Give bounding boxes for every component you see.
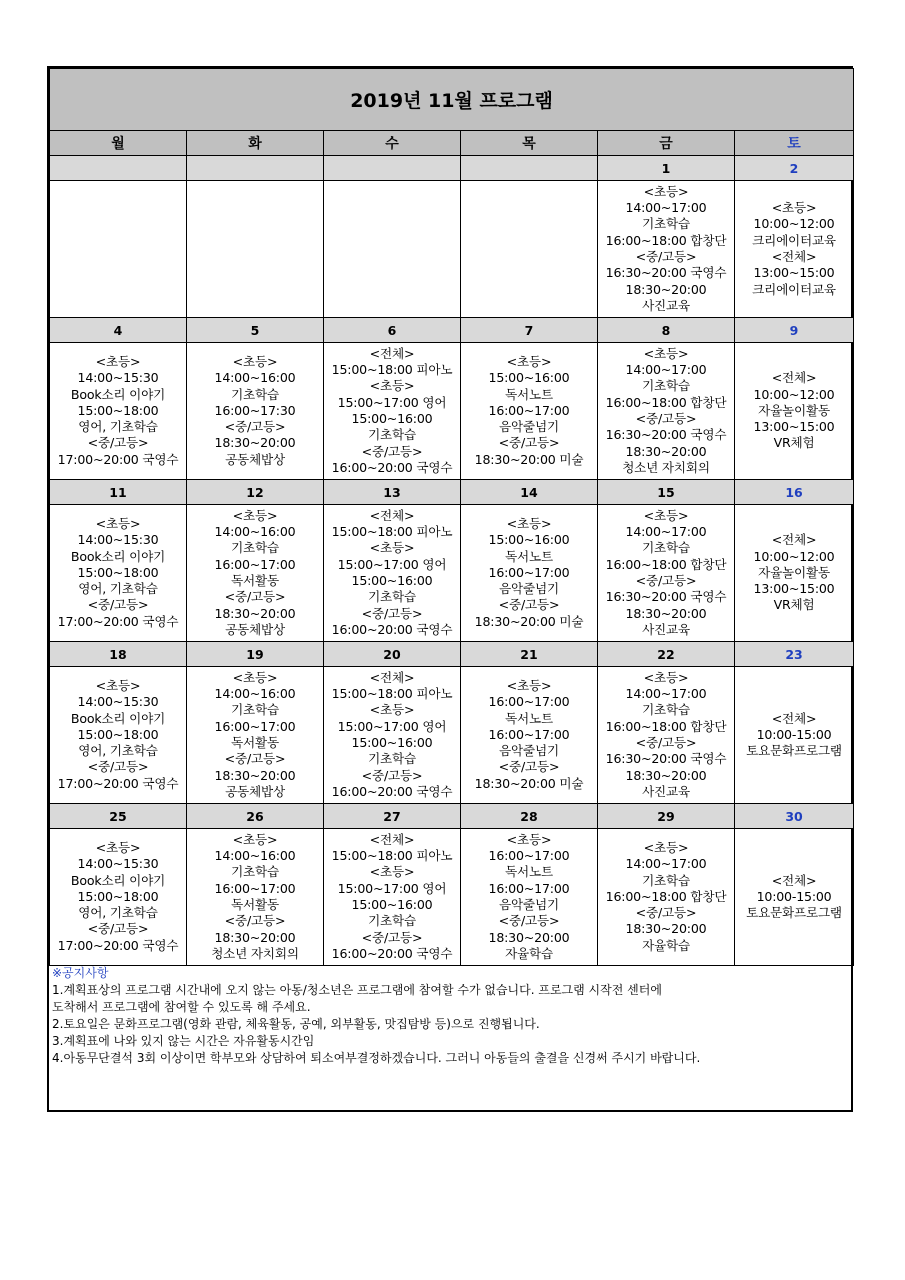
schedule-line: 자율학습 <box>505 945 553 961</box>
schedule-line: 17:00~20:00 국영수 <box>57 937 179 953</box>
schedule-line: 기초학습 <box>231 864 279 880</box>
schedule-line: <중/고등> <box>87 435 149 451</box>
schedule-cell <box>735 343 854 480</box>
date-number: 15 <box>598 480 735 505</box>
schedule-line: 16:00~17:00 <box>214 718 296 734</box>
schedule-line: 15:00~17:00 영어 <box>337 394 447 410</box>
schedule-line: 토요문화프로그램 <box>746 905 842 921</box>
schedule-cell <box>187 667 324 804</box>
notice-line: 1.계획표상의 프로그램 시간내에 오지 않는 아동/청소년은 프로그램에 참여할 수가 없습니다. 프로그램 시작전 센터에 <box>52 983 662 997</box>
schedule-line: 기초학습 <box>642 872 690 888</box>
schedule-line: 15:00~16:00 <box>351 411 433 426</box>
schedule-line: 15:00~18:00 피아노 <box>331 362 453 378</box>
schedule-line: 10:00~12:00 <box>753 386 835 402</box>
schedule-line: <중/고등> <box>361 443 423 459</box>
schedule-line: 14:00~17:00 <box>625 686 707 702</box>
schedule-line: 자율학습 <box>642 937 690 953</box>
schedule-line: 16:30~20:00 국영수 <box>605 427 727 443</box>
schedule-cell <box>324 181 461 318</box>
schedule-line: 14:00~16:00 <box>214 524 296 540</box>
schedule-line: <중/고등> <box>635 411 697 426</box>
schedule-line: <중/고등> <box>635 735 697 750</box>
schedule-line: 15:00~16:00 <box>488 370 570 386</box>
schedule-line: <중/고등> <box>361 929 423 945</box>
schedule-line: 14:00~15:30 <box>77 370 159 386</box>
schedule-line: <초등> <box>369 864 415 880</box>
schedule-line: 기초학습 <box>368 751 416 767</box>
schedule-line: 18:30~20:00 <box>214 767 296 783</box>
schedule-line: <전체> <box>369 507 415 523</box>
schedule-line: 15:00~16:00 <box>351 735 433 750</box>
schedule-line: 독서활동 <box>231 573 279 588</box>
schedule-line: 16:30~20:00 국영수 <box>605 589 727 605</box>
schedule-line: 18:30~20:00 미술 <box>474 775 584 791</box>
schedule-line: 16:00~17:00 <box>488 880 570 896</box>
schedule-line: 15:00~18:00 피아노 <box>331 524 453 540</box>
date-number: 11 <box>50 480 187 505</box>
schedule-line: 16:00~17:30 <box>214 402 296 418</box>
schedule-line: 18:30~20:00 <box>625 767 707 783</box>
schedule-line: 16:00~18:00 합창단 <box>605 556 727 572</box>
schedule-line: <전체> <box>771 710 817 726</box>
schedule-line: 15:00~18:00 <box>77 726 159 742</box>
schedule-line: <초등> <box>643 507 689 523</box>
schedule-line: <중/고등> <box>498 913 560 929</box>
date-number: 8 <box>598 318 735 343</box>
schedule-line: 18:30~20:00 <box>625 921 707 937</box>
schedule-line: 음악줄넘기 <box>499 897 559 912</box>
schedule-line: 크리에이터교육 <box>752 281 836 297</box>
schedule-line: 18:30~20:00 미술 <box>474 613 584 629</box>
schedule-line: 16:30~20:00 국영수 <box>605 751 727 767</box>
date-row <box>50 642 854 667</box>
schedule-line: 기초학습 <box>642 216 690 232</box>
schedule-cell <box>461 667 598 804</box>
weekday-header: 금 <box>598 131 735 156</box>
date-number: 18 <box>50 642 187 667</box>
schedule-line: 16:00~17:00 <box>488 694 570 710</box>
schedule-line: <초등> <box>369 540 415 556</box>
schedule-line: 16:00~18:00 합창단 <box>605 718 727 734</box>
schedule-line: <중/고등> <box>635 249 697 264</box>
schedule-line: 16:00~18:00 합창단 <box>605 888 727 904</box>
schedule-line: 14:00~16:00 <box>214 686 296 702</box>
schedule-line: <전체> <box>369 345 415 361</box>
schedule-line: 독서활동 <box>231 735 279 750</box>
schedule-line: 16:00~17:00 <box>488 726 570 742</box>
schedule-line: <전체> <box>771 532 817 548</box>
schedule-line: 15:00~16:00 <box>351 897 433 912</box>
schedule-cell <box>598 181 735 318</box>
schedule-line: 사진교육 <box>642 621 690 637</box>
notice-line: 4.아동무단결석 3회 이상이면 학부모와 상담하여 퇴소여부결정하겠습니다. 그러니 아동들의 출결을 신경써 주시기 바랍니다. <box>52 1051 701 1065</box>
schedule-line: Book소리 이야기 <box>70 872 166 888</box>
schedule-line: 10:00~12:00 <box>753 216 835 232</box>
date-number: 4 <box>50 318 187 343</box>
schedule-line: 기초학습 <box>231 702 279 718</box>
schedule-line: 16:30~20:00 국영수 <box>605 265 727 281</box>
date-number: 12 <box>187 480 324 505</box>
schedule-line: 청소년 자치회의 <box>211 945 299 961</box>
schedule-cell <box>187 505 324 642</box>
schedule-line: 16:00~20:00 국영수 <box>331 945 453 961</box>
schedule-line: <초등> <box>506 831 552 847</box>
schedule-line: 18:30~20:00 <box>625 605 707 621</box>
schedule-cell <box>50 343 187 480</box>
date-number <box>324 156 461 181</box>
schedule-line: 15:00~16:00 <box>488 532 570 548</box>
schedule-cell <box>598 667 735 804</box>
schedule-line: 공동체밥상 <box>225 621 285 637</box>
schedule-cell <box>735 829 854 966</box>
schedule-cell <box>187 829 324 966</box>
schedule-line: <중/고등> <box>361 767 423 783</box>
weekday-header-saturday: 토 <box>735 131 854 156</box>
date-number: 14 <box>461 480 598 505</box>
date-row <box>50 156 854 181</box>
schedule-cell <box>50 667 187 804</box>
schedule-line: 16:00~20:00 국영수 <box>331 459 453 475</box>
date-number: 27 <box>324 804 461 829</box>
notice-line: 3.계획표에 나와 있지 않는 시간은 자유활동시간임 <box>52 1034 315 1048</box>
schedule-line: 14:00~17:00 <box>625 856 707 872</box>
schedule-cell <box>187 181 324 318</box>
schedule-line: 공동체밥상 <box>225 783 285 799</box>
schedule-line: 자율놀이활동 <box>758 564 830 580</box>
schedule-line: 기초학습 <box>231 386 279 402</box>
date-number <box>50 156 187 181</box>
page-title: 2019년 11월 프로그램 <box>50 69 854 131</box>
schedule-line: Book소리 이야기 <box>70 386 166 402</box>
schedule-cell <box>50 505 187 642</box>
schedule-line: <중/고등> <box>224 751 286 767</box>
schedule-line: 16:00~20:00 국영수 <box>331 783 453 799</box>
schedule-line: 사진교육 <box>642 783 690 799</box>
schedule-line: 17:00~20:00 국영수 <box>57 451 179 467</box>
date-number: 19 <box>187 642 324 667</box>
schedule-line: 14:00~15:30 <box>77 856 159 872</box>
schedule-line: 크리에이터교육 <box>752 232 836 248</box>
schedule-line: VR체험 <box>773 597 815 613</box>
schedule-line: 15:00~18:00 <box>77 888 159 904</box>
schedule-line: 영어, 기초학습 <box>78 581 158 597</box>
schedule-line: 10:00~12:00 <box>753 548 835 564</box>
date-number: 6 <box>324 318 461 343</box>
schedule-line: 기초학습 <box>368 589 416 605</box>
schedule-line: 16:00~17:00 <box>488 402 570 418</box>
schedule-line: <초등> <box>771 200 817 216</box>
schedule-line: <중/고등> <box>498 597 560 613</box>
schedule-line: 독서활동 <box>231 897 279 912</box>
schedule-line: 청소년 자치회의 <box>622 459 710 475</box>
schedule-line: <중/고등> <box>224 913 286 929</box>
schedule-line: <초등> <box>369 378 415 394</box>
schedule-line: <초등> <box>232 507 278 523</box>
schedule-cell <box>598 343 735 480</box>
schedule-line: 기초학습 <box>642 540 690 556</box>
date-number: 5 <box>187 318 324 343</box>
date-number: 13 <box>324 480 461 505</box>
date-number: 20 <box>324 642 461 667</box>
schedule-line: <중/고등> <box>635 573 697 588</box>
schedule-line: <초등> <box>95 839 141 855</box>
schedule-line: 15:00~17:00 영어 <box>337 718 447 734</box>
schedule-line: <중/고등> <box>498 435 560 451</box>
schedule-line: 10:00-15:00 <box>756 726 832 742</box>
date-number: 1 <box>598 156 735 181</box>
schedule-cell <box>50 181 187 318</box>
schedule-line: <초등> <box>643 345 689 361</box>
schedule-line: 16:00~18:00 합창단 <box>605 232 727 248</box>
schedule-line: <전체> <box>771 370 817 386</box>
notice-line: 2.토요일은 문화프로그램(영화 관람, 체육활동, 공예, 외부활동, 맛집탐방 등)으로 진행됩니다. <box>52 1017 540 1031</box>
date-number: 21 <box>461 642 598 667</box>
date-number: 7 <box>461 318 598 343</box>
schedule-line: <중/고등> <box>361 605 423 621</box>
schedule-line: 18:30~20:00 <box>625 443 707 459</box>
schedule-cell <box>461 181 598 318</box>
schedule-line: Book소리 이야기 <box>70 548 166 564</box>
schedule-line: 음악줄넘기 <box>499 581 559 597</box>
schedule-cell <box>735 505 854 642</box>
schedule-line: 공동체밥상 <box>225 451 285 467</box>
schedule-line: 영어, 기초학습 <box>78 743 158 759</box>
schedule-line: 15:00~18:00 피아노 <box>331 686 453 702</box>
schedule-cell <box>461 505 598 642</box>
schedule-line: <초등> <box>643 669 689 685</box>
date-number-saturday: 2 <box>735 156 854 181</box>
schedule-line: 13:00~15:00 <box>753 581 835 597</box>
schedule-line: 14:00~16:00 <box>214 848 296 864</box>
schedule-cell <box>324 343 461 480</box>
schedule-line: <초등> <box>506 515 552 531</box>
schedule-line: <중/고등> <box>87 759 149 775</box>
schedule-line: 15:00~17:00 영어 <box>337 880 447 896</box>
notice-title: ※공지사항 <box>52 966 109 980</box>
date-number-saturday: 23 <box>735 642 854 667</box>
date-number: 29 <box>598 804 735 829</box>
schedule-line: 15:00~17:00 영어 <box>337 556 447 572</box>
date-number: 22 <box>598 642 735 667</box>
schedule-row <box>50 505 854 642</box>
weekday-header: 수 <box>324 131 461 156</box>
schedule-line: <전체> <box>771 872 817 888</box>
schedule-line: 자율놀이활동 <box>758 402 830 418</box>
schedule-line: 13:00~15:00 <box>753 265 835 281</box>
schedule-line: 독서노트 <box>505 864 553 880</box>
schedule-cell <box>324 829 461 966</box>
schedule-cell <box>461 829 598 966</box>
schedule-line: <초등> <box>643 839 689 855</box>
schedule-line: 15:00~18:00 <box>77 564 159 580</box>
weekday-header: 월 <box>50 131 187 156</box>
schedule-line: 17:00~20:00 국영수 <box>57 613 179 629</box>
schedule-line: 14:00~15:30 <box>77 694 159 710</box>
date-row <box>50 480 854 505</box>
schedule-sheet <box>47 66 853 1112</box>
schedule-cell <box>461 343 598 480</box>
schedule-line: 13:00~15:00 <box>753 419 835 435</box>
schedule-line: <중/고등> <box>87 921 149 937</box>
schedule-line: 사진교육 <box>642 297 690 313</box>
date-number-saturday: 9 <box>735 318 854 343</box>
schedule-line: <초등> <box>95 677 141 693</box>
schedule-line: 16:00~17:00 <box>488 564 570 580</box>
schedule-cell <box>324 667 461 804</box>
schedule-line: 독서노트 <box>505 548 553 564</box>
date-number <box>187 156 324 181</box>
schedule-row <box>50 829 854 966</box>
schedule-line: 16:00~20:00 국영수 <box>331 621 453 637</box>
schedule-line: 14:00~17:00 <box>625 362 707 378</box>
schedule-line: 기초학습 <box>231 540 279 556</box>
schedule-line: <초등> <box>232 669 278 685</box>
schedule-line: 18:30~20:00 미술 <box>474 451 584 467</box>
schedule-line: 독서노트 <box>505 710 553 726</box>
schedule-line: 16:00~17:00 <box>214 880 296 896</box>
schedule-row <box>50 667 854 804</box>
schedule-line: 14:00~17:00 <box>625 524 707 540</box>
schedule-line: <중/고등> <box>635 905 697 921</box>
schedule-line: <전체> <box>369 669 415 685</box>
notice-line: 도착해서 프로그램에 참여할 수 있도록 해 주세요. <box>52 1000 311 1014</box>
schedule-line: <중/고등> <box>498 759 560 775</box>
schedule-line: 18:30~20:00 <box>488 929 570 945</box>
date-number: 26 <box>187 804 324 829</box>
date-number-saturday: 16 <box>735 480 854 505</box>
schedule-line: 10:00-15:00 <box>756 888 832 904</box>
weekday-header: 목 <box>461 131 598 156</box>
date-number: 28 <box>461 804 598 829</box>
schedule-cell <box>598 505 735 642</box>
schedule-line: <초등> <box>232 353 278 369</box>
schedule-line: 17:00~20:00 국영수 <box>57 775 179 791</box>
schedule-line: 기초학습 <box>368 427 416 443</box>
schedule-line: 독서노트 <box>505 386 553 402</box>
schedule-cell <box>735 667 854 804</box>
schedule-line: 16:00~17:00 <box>488 848 570 864</box>
schedule-line: <초등> <box>506 677 552 693</box>
schedule-line: 토요문화프로그램 <box>746 743 842 759</box>
schedule-line: <중/고등> <box>224 419 286 435</box>
schedule-line: 기초학습 <box>368 913 416 929</box>
weekday-header-row <box>50 131 854 156</box>
date-row <box>50 804 854 829</box>
weekday-header: 화 <box>187 131 324 156</box>
schedule-line: <초등> <box>232 831 278 847</box>
schedule-line: <중/고등> <box>224 589 286 605</box>
schedule-cell <box>324 505 461 642</box>
schedule-line: <초등> <box>95 353 141 369</box>
schedule-cell <box>187 343 324 480</box>
schedule-row <box>50 181 854 318</box>
schedule-line: 음악줄넘기 <box>499 419 559 435</box>
schedule-line: 음악줄넘기 <box>499 743 559 759</box>
schedule-line: <초등> <box>643 183 689 199</box>
schedule-line: Book소리 이야기 <box>70 710 166 726</box>
date-number <box>461 156 598 181</box>
schedule-line: 기초학습 <box>642 378 690 394</box>
program-calendar <box>49 68 854 966</box>
date-number-saturday: 30 <box>735 804 854 829</box>
schedule-line: 기초학습 <box>642 702 690 718</box>
schedule-line: <전체> <box>369 831 415 847</box>
schedule-line: 18:30~20:00 <box>214 605 296 621</box>
schedule-cell <box>735 181 854 318</box>
schedule-cell <box>50 829 187 966</box>
schedule-line: 영어, 기초학습 <box>78 419 158 435</box>
schedule-line: 14:00~17:00 <box>625 200 707 216</box>
schedule-cell <box>598 829 735 966</box>
schedule-line: <초등> <box>506 353 552 369</box>
schedule-line: 15:00~18:00 피아노 <box>331 848 453 864</box>
schedule-line: 15:00~18:00 <box>77 402 159 418</box>
schedule-line: 16:00~17:00 <box>214 556 296 572</box>
schedule-line: 14:00~15:30 <box>77 532 159 548</box>
schedule-line: 18:30~20:00 <box>214 435 296 451</box>
schedule-line: 15:00~16:00 <box>351 573 433 588</box>
schedule-line: VR체험 <box>773 435 815 451</box>
schedule-line: 18:30~20:00 <box>625 281 707 297</box>
schedule-line: <중/고등> <box>87 597 149 613</box>
schedule-line: 18:30~20:00 <box>214 929 296 945</box>
schedule-row <box>50 343 854 480</box>
schedule-line: <초등> <box>95 515 141 531</box>
date-number: 25 <box>50 804 187 829</box>
schedule-line: 영어, 기초학습 <box>78 905 158 921</box>
date-row <box>50 318 854 343</box>
schedule-line: 16:00~18:00 합창단 <box>605 394 727 410</box>
schedule-line: <전체> <box>771 249 817 264</box>
notice-section <box>52 965 850 1067</box>
schedule-line: <초등> <box>369 702 415 718</box>
schedule-line: 14:00~16:00 <box>214 370 296 386</box>
